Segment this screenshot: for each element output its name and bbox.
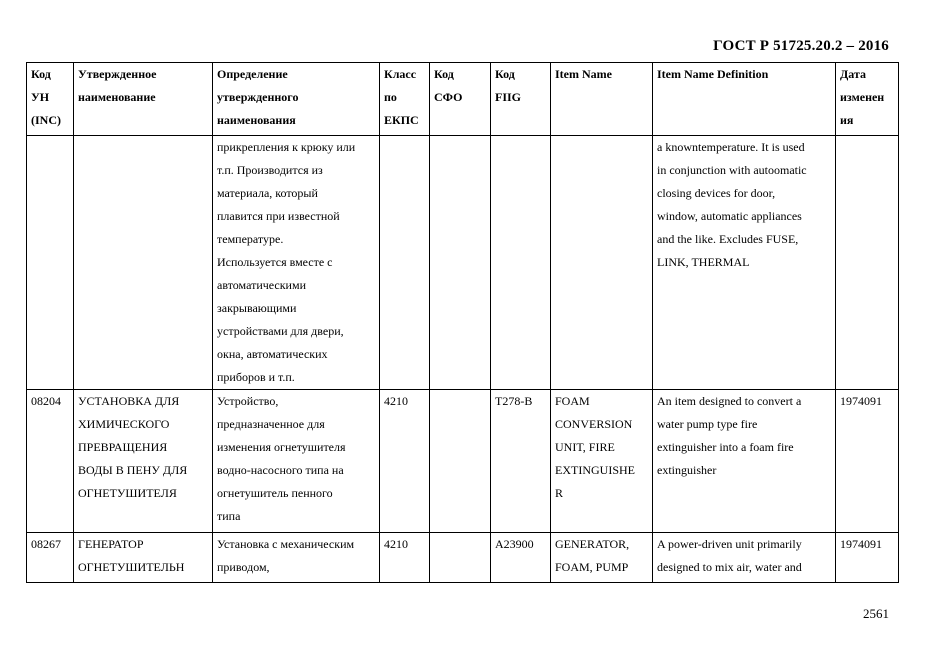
col-inc-code-header: [27, 63, 74, 136]
cell-line: 4210: [384, 394, 408, 408]
header-line: Класс: [384, 67, 417, 81]
cell-line: and the like. Excludes FUSE,: [657, 232, 799, 246]
cell-line: плавится при известной: [217, 209, 340, 223]
cell-line: т.п. Производится из: [217, 163, 323, 177]
cell-line: водно-насосного типа на: [217, 463, 344, 477]
page-number: 2561: [863, 606, 889, 621]
col-item-name-cell: [551, 136, 653, 390]
header-line: наименования: [217, 113, 296, 127]
col-fiig-code-cell: [491, 390, 551, 533]
col-inc-code-cell: [27, 390, 74, 533]
cell-line: Используется вместе с: [217, 255, 333, 269]
col-item-name-header: [551, 63, 653, 136]
cell-line: закрывающими: [217, 301, 297, 315]
cell-line: FOAM, PUMP: [555, 560, 629, 574]
cell-line: A power-driven unit primarily: [657, 537, 802, 551]
cell-line: ГЕНЕРАТОР: [78, 537, 144, 551]
cell-line: прикрепления к крюку или: [217, 140, 356, 154]
col-item-name-definition-cell: [653, 533, 836, 583]
col-ekps-class-cell: [380, 390, 430, 533]
table-row: [27, 136, 899, 390]
col-sfo-code-header: [430, 63, 491, 136]
header-line: Определение: [217, 67, 288, 81]
cell-line: изменения огнетушителя: [217, 440, 346, 454]
table-row: [27, 533, 899, 583]
header-line: Item Name Definition: [657, 67, 769, 81]
header-line: Дата: [840, 67, 866, 81]
col-fiig-code-cell: [491, 533, 551, 583]
cell-line: 08204: [31, 394, 61, 408]
col-fiig-code-cell: [491, 136, 551, 390]
table-row: [27, 390, 899, 533]
cell-line: Устройство,: [217, 394, 279, 408]
cell-line: An item designed to convert a: [657, 394, 802, 408]
header-line: (INC): [31, 113, 61, 127]
col-definition-header: [213, 63, 380, 136]
cell-line: ХИМИЧЕСКОГО: [78, 417, 170, 431]
table-header-row: [27, 63, 899, 136]
cell-line: приборов и т.п.: [217, 370, 295, 384]
col-approved-name-cell: [74, 390, 213, 533]
col-sfo-code-cell: [430, 136, 491, 390]
cell-line: приводом,: [217, 560, 270, 574]
col-change-date-cell: [836, 390, 899, 533]
cell-line: LINK, THERMAL: [657, 255, 750, 269]
header-line: ЕКПС: [384, 113, 419, 127]
cell-line: T278-B: [495, 394, 533, 408]
col-item-name-definition-cell: [653, 136, 836, 390]
header-line: УН: [31, 90, 50, 104]
cell-line: типа: [217, 509, 241, 523]
header-line: Код: [495, 67, 515, 81]
cell-line: 4210: [384, 537, 408, 551]
cell-line: автоматическими: [217, 278, 306, 292]
col-fiig-code-header: [491, 63, 551, 136]
cell-line: extinguisher: [657, 463, 717, 477]
col-change-date-cell: [836, 533, 899, 583]
col-definition-cell: [213, 390, 380, 533]
cell-line: window, automatic appliances: [657, 209, 802, 223]
col-change-date-header: [836, 63, 899, 136]
cell-line: CONVERSION: [555, 417, 633, 431]
header-line: наименование: [78, 90, 156, 104]
cell-line: R: [555, 486, 564, 500]
cell-line: ВОДЫ В ПЕНУ ДЛЯ: [78, 463, 188, 477]
col-definition-cell: [213, 533, 380, 583]
cell-line: A23900: [495, 537, 534, 551]
cell-line: ПРЕВРАЩЕНИЯ: [78, 440, 168, 454]
cell-line: предназначенное для: [217, 417, 325, 431]
cell-line: окна, автоматических: [217, 347, 328, 361]
cell-line: материала, который: [217, 186, 318, 200]
header-line: Утвержденное: [78, 67, 157, 81]
nomenclature-table: [26, 62, 899, 583]
cell-line: 1974091: [840, 537, 882, 551]
header-line: ия: [840, 113, 854, 127]
cell-line: EXTINGUISHE: [555, 463, 635, 477]
col-item-name-cell: [551, 533, 653, 583]
col-inc-code-cell: [27, 136, 74, 390]
cell-line: a knowntemperature. It is used: [657, 140, 805, 154]
cell-line: in conjunction with autoomatic: [657, 163, 807, 177]
col-ekps-class-header: [380, 63, 430, 136]
col-item-name-definition-cell: [653, 390, 836, 533]
col-ekps-class-cell: [380, 533, 430, 583]
header-line: FIIG: [495, 90, 522, 104]
cell-line: устройствами для двери,: [217, 324, 344, 338]
cell-line: UNIT, FIRE: [555, 440, 615, 454]
col-definition-cell: [213, 136, 380, 390]
header-line: Код: [31, 67, 51, 81]
col-item-name-definition-header: [653, 63, 836, 136]
col-sfo-code-cell: [430, 390, 491, 533]
header-line: утвержденного: [217, 90, 299, 104]
cell-line: closing devices for door,: [657, 186, 776, 200]
cell-line: огнетушитель пенного: [217, 486, 333, 500]
document-standard-header: ГОСТ Р 51725.20.2 – 2016: [713, 38, 889, 54]
header-line: Код: [434, 67, 454, 81]
header-line: СФО: [434, 90, 463, 104]
col-sfo-code-cell: [430, 533, 491, 583]
cell-line: температуре.: [217, 232, 284, 246]
col-approved-name-cell: [74, 136, 213, 390]
cell-line: ОГНЕТУШИТЕЛЬН: [78, 560, 185, 574]
cell-line: 08267: [31, 537, 61, 551]
cell-line: Установка с механическим: [217, 537, 355, 551]
cell-line: ОГНЕТУШИТЕЛЯ: [78, 486, 177, 500]
header-line: изменен: [840, 90, 885, 104]
cell-line: УСТАНОВКА ДЛЯ: [78, 394, 180, 408]
col-approved-name-header: [74, 63, 213, 136]
header-line: по: [384, 90, 397, 104]
col-item-name-cell: [551, 390, 653, 533]
cell-line: water pump type fire: [657, 417, 758, 431]
cell-line: 1974091: [840, 394, 882, 408]
col-ekps-class-cell: [380, 136, 430, 390]
col-inc-code-cell: [27, 533, 74, 583]
table-body: [27, 136, 899, 583]
cell-line: designed to mix air, water and: [657, 560, 802, 574]
header-line: Item Name: [555, 67, 612, 81]
col-change-date-cell: [836, 136, 899, 390]
cell-line: GENERATOR,: [555, 537, 630, 551]
cell-line: extinguisher into a foam fire: [657, 440, 794, 454]
cell-line: FOAM: [555, 394, 590, 408]
col-approved-name-cell: [74, 533, 213, 583]
